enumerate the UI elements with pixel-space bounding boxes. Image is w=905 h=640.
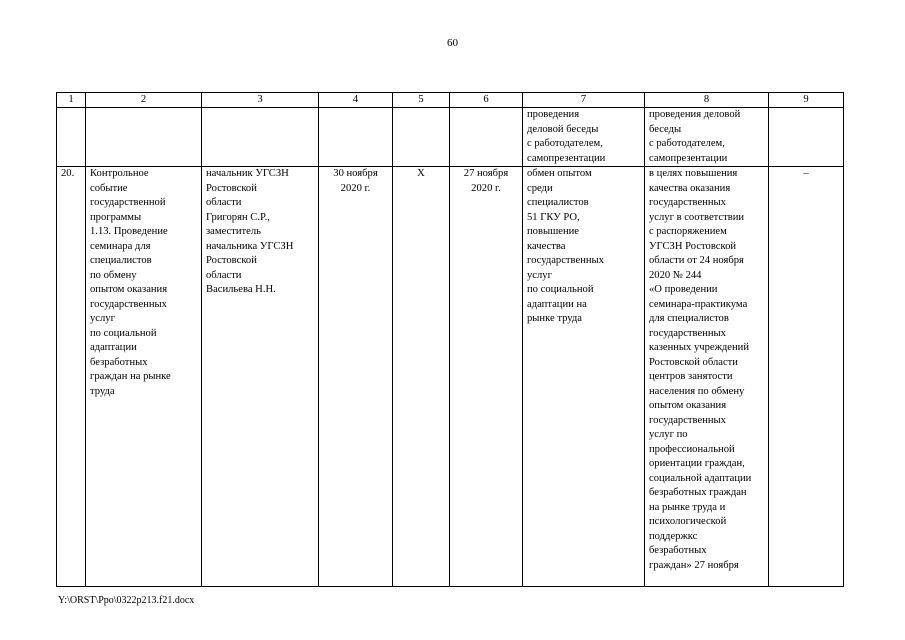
- continued-cell-9: [769, 108, 844, 167]
- col5-cell: Х: [393, 167, 450, 587]
- continued-row: [57, 108, 844, 167]
- table-row-20: [57, 167, 844, 587]
- actual-date-cell: 27 ноября 2020 г.: [450, 167, 523, 587]
- header-cell-3: 3: [202, 93, 319, 108]
- header-cell-2: 2: [86, 93, 202, 108]
- planned-date-cell: 30 ноября 2020 г.: [319, 167, 393, 587]
- header-cell-4: 4: [319, 93, 393, 108]
- event-cell: Контрольное событие государственной программы 1.13. Проведение семинара для специалистов по обмену опытом оказания государственных услуг по социальной адаптации безработных граждан на рынке труда: [86, 167, 202, 587]
- continued-cell-1: [57, 108, 86, 167]
- header-cell-6: 6: [450, 93, 523, 108]
- header-cell-8: 8: [645, 93, 769, 108]
- header-cell-7: 7: [523, 93, 645, 108]
- report-table: [56, 92, 844, 587]
- continued-cell-5: [393, 108, 450, 167]
- row-number: 20.: [57, 167, 86, 587]
- page-number: 60: [447, 37, 458, 49]
- col9-cell: –: [769, 167, 844, 587]
- description-cell: в целях повышения качества оказания государственных услуг в соответствии с распоряжением УГСЗН Ростовской области от 24 ноября 2020 № 244 «О проведении семинара-практикума для специалистов государственных казенных учреждений Ростовской области центров занятости населения по обмену опытом оказания государственных услуг по профессиональной ориентации граждан, социальной адаптации безработных граждан на рынке труда и психологической поддержкс безработных граждан» 27 ноября: [645, 167, 769, 587]
- header-cell-1: 1: [57, 93, 86, 108]
- header-cell-5: 5: [393, 93, 450, 108]
- continued-cell-8: проведения деловой беседы с работодателем, самопрезентации: [645, 108, 769, 167]
- continued-cell-6: [450, 108, 523, 167]
- continued-cell-2: [86, 108, 202, 167]
- header-cell-9: 9: [769, 93, 844, 108]
- continued-cell-4: [319, 108, 393, 167]
- result-cell: обмен опытом среди специалистов 51 ГКУ РО, повышение качества государственных услуг по социальной адаптации на рынке труда: [523, 167, 645, 587]
- continued-cell-7: проведения деловой беседы с работодателем, самопрезентации: [523, 108, 645, 167]
- header-row: [57, 93, 844, 108]
- file-path-footer: Y:\ORST\Ppo\0322p213.f21.docx: [58, 595, 195, 606]
- continued-cell-3: [202, 108, 319, 167]
- responsible-cell: начальник УГСЗН Ростовской области Григорян С.Р., заместитель начальника УГСЗН Ростовской области Васильева Н.Н.: [202, 167, 319, 587]
